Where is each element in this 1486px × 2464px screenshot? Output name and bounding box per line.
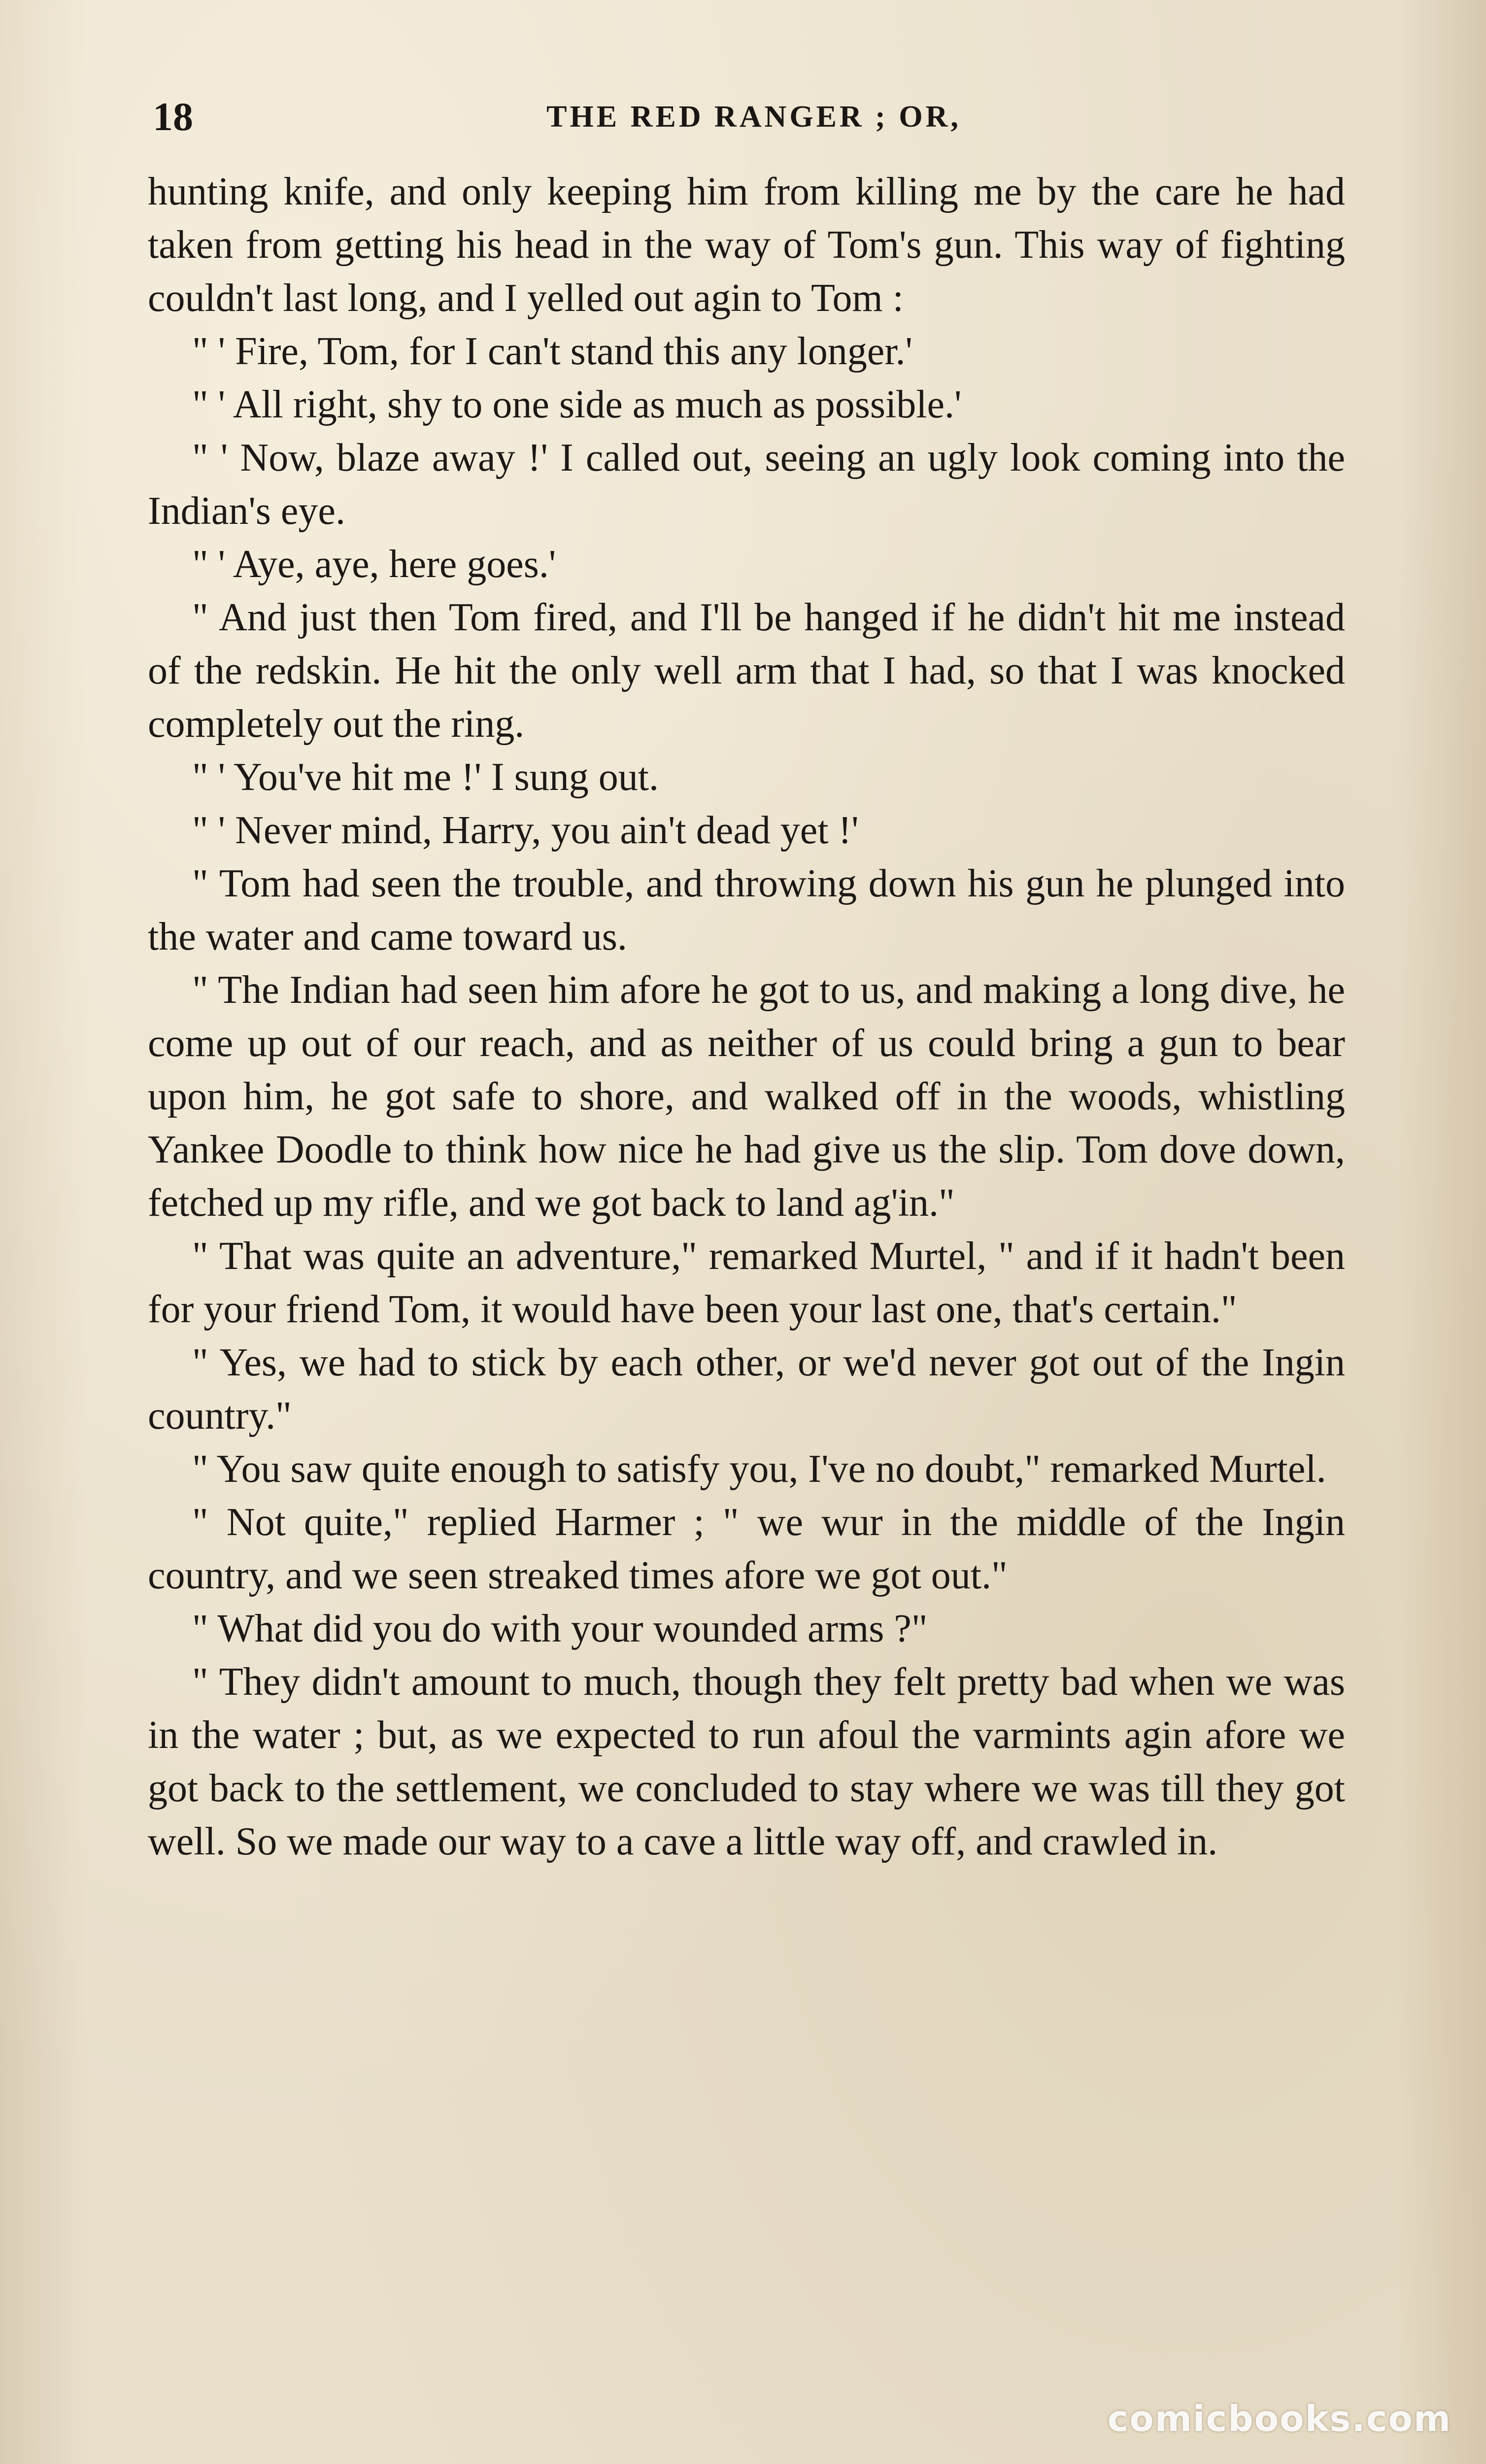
paragraph: hunting knife, and only keeping him from killing me by the care he had taken from getting his head in the way of Tom's gun. This way of fighting couldn't last long, and I yelled out agin to Tom : (148, 170, 1345, 320)
paragraph: " ' Aye, aye, here goes.' (192, 543, 556, 586)
paragraph: " ' Fire, Tom, for I can't stand this any longer.' (192, 330, 912, 373)
paragraph: " And just then Tom fired, and I'll be hanged if he didn't hit me instead of the redskin. He hit the only well arm that I had, so that I was knocked completely out the ring. (148, 596, 1345, 746)
paragraph: " ' You've hit me !' I sung out. (192, 755, 659, 799)
body-text (148, 165, 1345, 1868)
paragraph: " Yes, we had to stick by each other, or we'd never got out of the Ingin country." (148, 1341, 1345, 1437)
paragraph: " They didn't amount to much, though they felt pretty bad when we was in the water ; but, as we expected to run afoul the varmints agin afore we got back to the settlement, we concluded to stay where we was till they got well. So we made our way to a cave a little way off, and crawled in. (148, 1660, 1345, 1863)
paragraph: " That was quite an adventure," remarked Murtel, " and if it hadn't been for your friend Tom, it would have been your last one, that's certain." (148, 1234, 1345, 1331)
paragraph: " What did you do with your wounded arms ?" (192, 1607, 928, 1650)
running-head: THE RED RANGER ; OR, (546, 100, 961, 134)
site-watermark: comicbooks.com (1107, 2398, 1452, 2439)
paragraph: " The Indian had seen him afore he got to us, and making a long dive, he come up out of our reach, and as neither of us could bring a gun to bear upon him, he got safe to shore, and walked off in the woods, whistling Yankee Doodle to think how nice he had give us the slip. Tom dove down, fetched up my rifle, and we got back to land ag'in." (148, 968, 1345, 1225)
paragraph: " ' Now, blaze away !' I called out, seeing an ugly look coming into the Indian's eye. (148, 436, 1345, 533)
paragraph: " You saw quite enough to satisfy you, I've no doubt," remarked Murtel. (192, 1447, 1326, 1491)
paragraph: " ' All right, shy to one side as much as possible.' (192, 383, 962, 426)
page-header (153, 94, 1355, 153)
paragraph: " Not quite," replied Harmer ; " we wur in the middle of the Ingin country, and we seen streaked times afore we got out." (148, 1501, 1345, 1597)
paragraph: " ' Never mind, Harry, you ain't dead yet !' (192, 809, 859, 852)
paragraph: " Tom had seen the trouble, and throwing down his gun he plunged into the water and came toward us. (148, 862, 1345, 958)
page-number: 18 (153, 94, 193, 139)
